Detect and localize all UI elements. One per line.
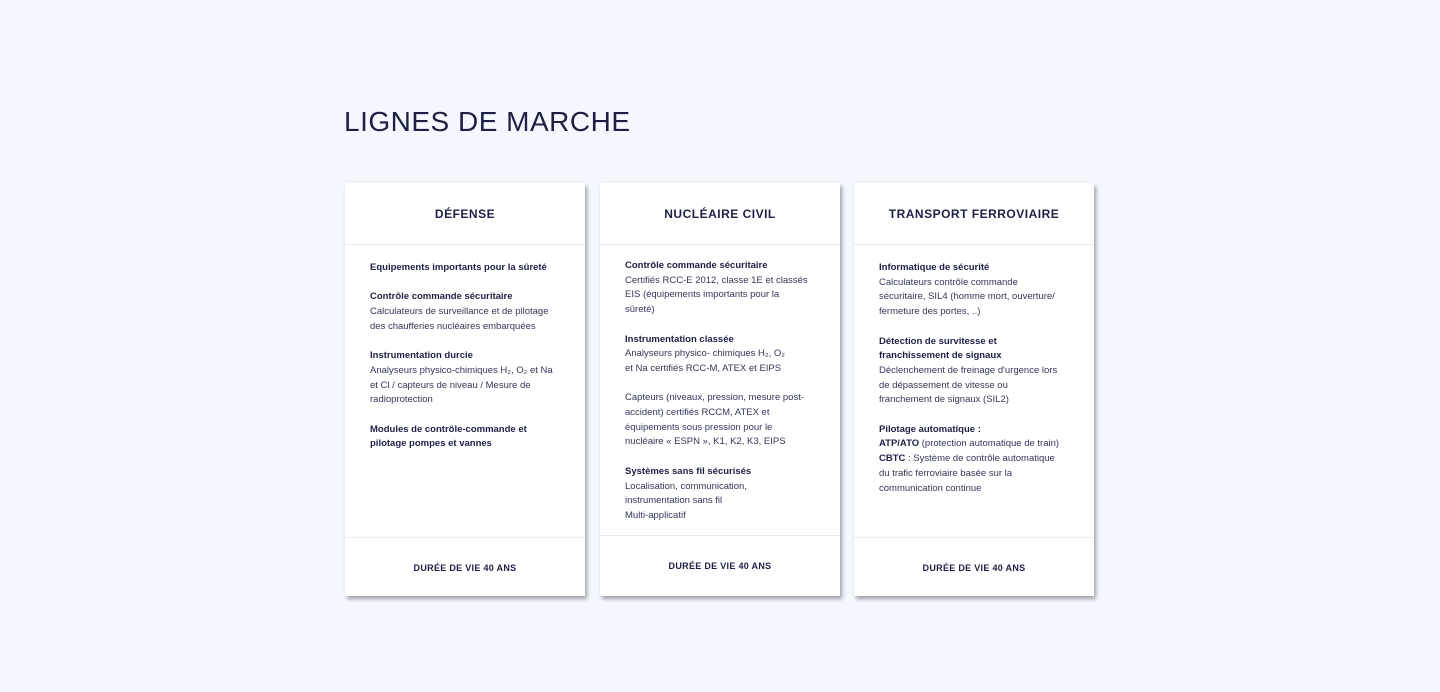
card-body xyxy=(854,245,1094,537)
feature-text-content: franchement de signaux (SIL2) xyxy=(879,394,1009,406)
feature-text-content: Localisation, communication, xyxy=(625,480,747,492)
feature-block xyxy=(879,335,1084,409)
feature-text xyxy=(879,290,1084,305)
feature-heading: Equipements importants pour la sûreté xyxy=(370,262,547,273)
feature-text-content: fermeture des portes, ..) xyxy=(879,306,981,318)
card-title: TRANSPORT FERROVIAIRE xyxy=(854,183,1094,245)
feature-text-content: de dépassement de vitesse ou xyxy=(879,379,1008,391)
feature-text-content: et Cl / capteurs de niveau / Mesure de xyxy=(370,379,531,391)
feature-text-content: sûreté) xyxy=(625,304,655,316)
feature-text xyxy=(625,274,830,289)
feature-text-content: (protection automatique de train) xyxy=(919,438,1060,450)
feature-heading: Détection de survitesse et xyxy=(879,335,997,347)
feature-block xyxy=(625,465,830,524)
feature-heading: Instrumentation classée xyxy=(625,333,734,345)
feature-text xyxy=(879,467,1084,482)
card-footer: DURÉE DE VIE 40 ANS xyxy=(854,537,1094,597)
feature-text xyxy=(625,303,830,318)
feature-text-content: du trafic ferroviaire basée sur la xyxy=(879,467,1013,479)
feature-block xyxy=(879,423,1084,497)
feature-text-content: et Na certifiés RCC-M, ATEX et EIPS xyxy=(625,362,782,374)
feature-text-content: équipements sous pression pour le xyxy=(625,421,773,433)
feature-text-content: radioprotection xyxy=(370,394,433,406)
feature-text xyxy=(370,393,575,408)
feature-block xyxy=(370,261,575,276)
feature-text xyxy=(625,288,830,303)
feature-text-content: Certifiés RCC-E 2012, classe 1E et classés xyxy=(625,274,808,286)
card-transport-ferroviaire xyxy=(854,183,1094,596)
feature-text-content: des chaufferies nucléaires embarquées xyxy=(370,320,536,332)
card-body xyxy=(345,245,585,537)
feature-heading: Systèmes sans fil sécurisés xyxy=(625,465,752,477)
feature-block xyxy=(625,259,830,318)
card-footer: DURÉE DE VIE 40 ANS xyxy=(600,535,840,595)
feature-text xyxy=(879,482,1084,497)
feature-text xyxy=(879,437,1084,452)
feature-text xyxy=(879,393,1084,408)
feature-text xyxy=(879,379,1084,394)
feature-text-content: Calculateurs contrôle commande xyxy=(879,276,1018,288)
feature-text-content: nucléaire « ESPN », K1, K2, K3, EIPS xyxy=(625,436,786,448)
feature-text-content: Déclenchement de freinage d'urgence lors xyxy=(879,364,1058,376)
feature-text xyxy=(370,364,575,379)
feature-text-content: communication continue xyxy=(879,482,982,494)
card-body xyxy=(600,245,840,535)
feature-heading: Contrôle commande sécuritaire xyxy=(625,260,768,271)
feature-text-content: EIS (équipements importants pour la xyxy=(625,289,780,301)
feature-text-content: sécuritaire, SIL4 (homme mort, ouverture/ xyxy=(879,291,1055,303)
feature-text xyxy=(625,362,830,377)
feature-heading: Instrumentation durcie xyxy=(370,350,473,362)
feature-text xyxy=(625,347,830,362)
feature-text xyxy=(625,494,830,509)
card-title: DÉFENSE xyxy=(345,183,585,245)
feature-heading: Informatique de sécurité xyxy=(879,262,990,273)
feature-text xyxy=(879,364,1084,379)
feature-text xyxy=(879,276,1084,291)
feature-block xyxy=(625,391,830,450)
feature-text-content: Analyseurs physico- chimiques H₂, O₂ xyxy=(625,348,785,360)
feature-text-content: Analyseurs physico-chimiques H₂, O₂ et Na xyxy=(370,364,553,376)
feature-text-content: instrumentation sans fil xyxy=(625,495,723,507)
feature-text-content: Calculateurs de surveillance et de pilotage xyxy=(370,306,549,318)
feature-text xyxy=(879,452,1084,467)
feature-text xyxy=(625,406,830,421)
feature-heading: Pilotage automatique : xyxy=(879,423,981,435)
card-nucleaire-civil xyxy=(600,183,840,596)
page-title: LIGNES DE MARCHE xyxy=(344,106,631,137)
feature-heading: Modules de contrôle-commande et xyxy=(370,423,527,435)
feature-block xyxy=(370,423,575,452)
feature-text xyxy=(625,435,830,450)
feature-text xyxy=(625,480,830,495)
feature-heading: pilotage pompes et vannes xyxy=(370,438,492,450)
feature-keyword: ATP/ATO xyxy=(879,438,920,450)
feature-text xyxy=(625,421,830,436)
card-title: NUCLÉAIRE CIVIL xyxy=(600,183,840,245)
card-footer: DURÉE DE VIE 40 ANS xyxy=(345,537,585,597)
feature-text-content: Capteurs (niveaux, pression, mesure post- xyxy=(625,392,804,404)
feature-heading: franchissement de signaux xyxy=(879,350,1002,362)
feature-block xyxy=(625,333,830,377)
feature-text xyxy=(879,305,1084,320)
feature-block xyxy=(879,261,1084,320)
feature-keyword: CBTC xyxy=(879,453,906,465)
feature-text-content: accident) certifiés RCCM, ATEX et xyxy=(625,407,770,418)
feature-text xyxy=(370,305,575,320)
feature-text-content: Multi-applicatif xyxy=(625,509,686,521)
card-defense xyxy=(345,183,585,596)
feature-text xyxy=(625,509,830,524)
feature-text xyxy=(370,379,575,394)
feature-block xyxy=(370,290,575,334)
feature-text xyxy=(625,391,830,406)
feature-block xyxy=(370,349,575,408)
feature-text xyxy=(370,320,575,335)
feature-heading: Contrôle commande sécuritaire xyxy=(370,291,513,303)
feature-text-content: : Système de contrôle automatique xyxy=(905,453,1055,465)
